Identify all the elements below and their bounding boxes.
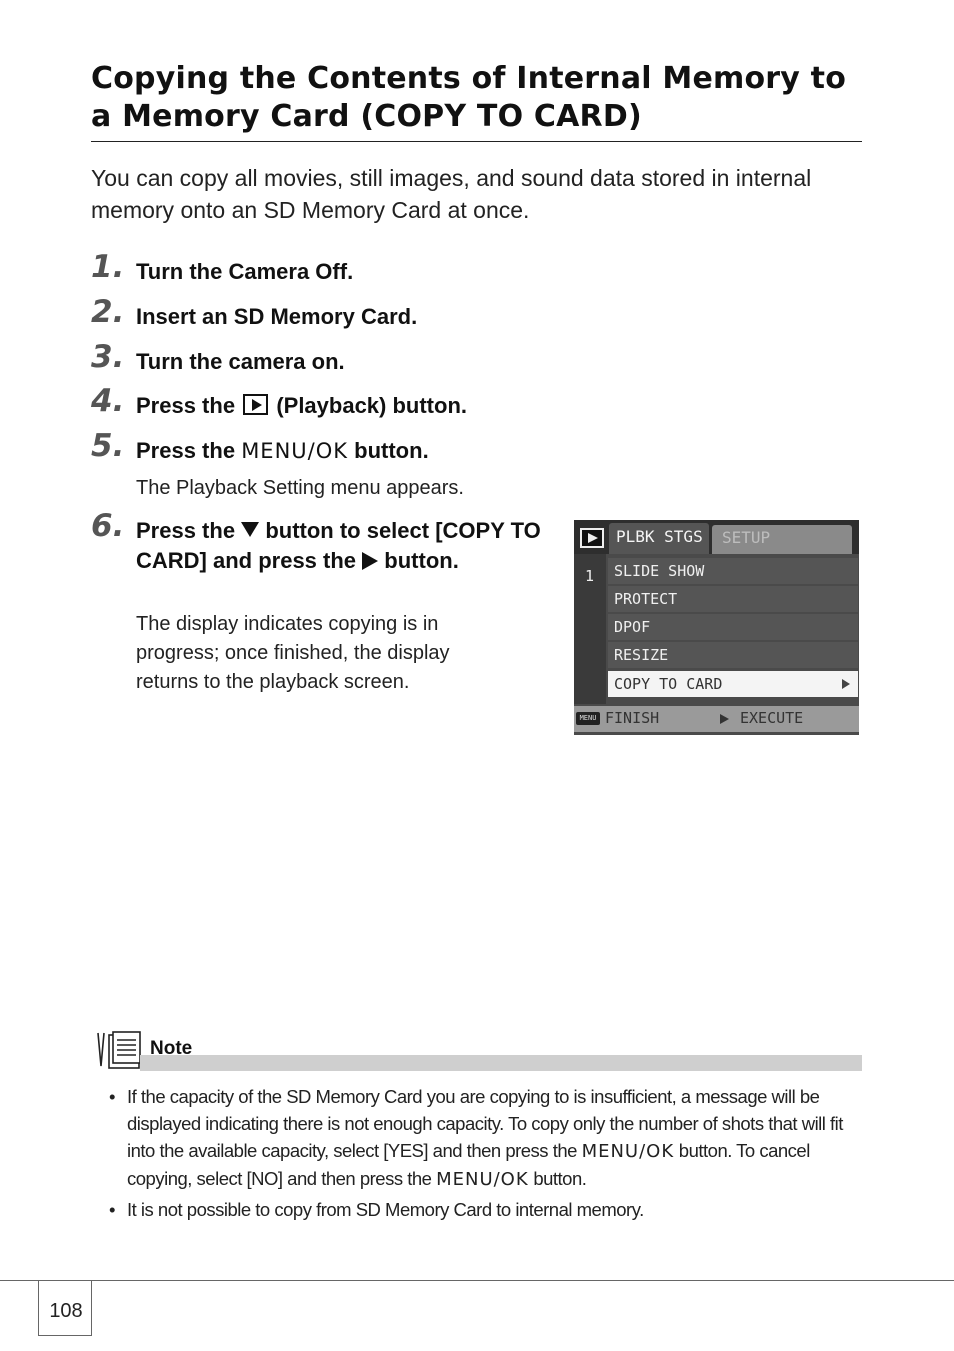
step-text-part: Press the <box>136 438 236 463</box>
step-text-part: button. <box>384 548 459 573</box>
step-text-part: Press the <box>136 393 236 418</box>
right-arrow-icon <box>362 552 378 570</box>
step-text: Insert an SD Memory Card. <box>136 304 418 329</box>
screen-tab-setup: SETUP <box>722 528 771 547</box>
screen-menu-item-label: SLIDE SHOW <box>614 562 705 580</box>
footer-divider <box>0 1280 954 1281</box>
menu-ok-button-label: MENU/OK <box>241 439 349 463</box>
right-arrow-icon <box>842 679 850 689</box>
screen-page-number: 1 <box>585 567 595 585</box>
note-icon <box>95 1030 143 1070</box>
page-number: 108 <box>49 1300 83 1322</box>
screen-menu-item <box>608 642 858 668</box>
note-item <box>109 1083 861 1193</box>
playback-icon <box>243 394 268 415</box>
right-arrow-icon <box>720 714 729 724</box>
step-6-note: The display indicates copying is in progress; once finished, the display returns to the playback screen. <box>136 613 450 693</box>
step-text <box>136 391 467 421</box>
menu-ok-button-label: MENU/OK <box>581 1141 675 1162</box>
screen-menu-item-label: PROTECT <box>614 590 678 608</box>
screen-menu-item <box>608 558 858 584</box>
intro-paragraph: You can copy all movies, still images, and sound data stored in internal memory onto an SD Memory Card at once. <box>91 165 812 223</box>
screen-footer-finish: FINISH <box>605 709 660 727</box>
note-header-bar <box>140 1055 862 1071</box>
note-text: button. To cancel copying, select [NO] and then press the <box>127 1140 810 1189</box>
down-arrow-icon <box>241 522 259 537</box>
step-text: Turn the camera on. <box>136 349 345 374</box>
menu-badge-icon: MENU <box>576 712 600 725</box>
page-number-box <box>38 1280 92 1336</box>
screen-menu-item-label: COPY TO CARD <box>614 675 723 693</box>
step-number: 6. <box>91 508 125 544</box>
camera-screen-image <box>574 520 859 735</box>
step-number: 1. <box>91 249 125 285</box>
note-item <box>109 1196 861 1223</box>
screen-footer-execute: EXECUTE <box>740 709 804 727</box>
step-6 <box>91 508 561 576</box>
step-number: 2. <box>91 294 125 330</box>
screen-menu-item <box>608 614 858 640</box>
note-text: It is not possible to copy from SD Memory Card to internal memory. <box>127 1199 644 1220</box>
note-text: button. <box>533 1168 587 1189</box>
screen-menu-item-selected <box>608 671 858 697</box>
screen-menu-item-label: RESIZE <box>614 646 669 664</box>
note-list <box>109 1083 861 1226</box>
step-text-part: Press the <box>136 518 236 543</box>
note-heading: Note <box>150 1038 193 1059</box>
step-text: Turn the Camera Off. <box>136 259 354 284</box>
step-number: 4. <box>91 383 125 419</box>
screen-menu-item <box>608 586 858 612</box>
menu-ok-button-label: MENU/OK <box>436 1169 529 1190</box>
step-text <box>136 436 429 466</box>
page-title: Copying the Contents of Internal Memory to a Memory Card (COPY TO CARD) <box>91 61 847 134</box>
step-text <box>136 516 561 576</box>
note-text: If the capacity of the SD Memory Card you are copying to is insufficient, a message will be displayed indicating there is not enough capacity. To copy only the number of shots that will fit into the available capacity, select [YES] and then press the <box>127 1086 843 1161</box>
step-number: 5. <box>91 428 125 464</box>
step-5-note: The Playback Setting menu appears. <box>136 477 464 499</box>
screen-tab-plbk-stgs: PLBK STGS <box>616 527 703 546</box>
playback-icon <box>580 528 604 548</box>
screen-menu-item-label: DPOF <box>614 618 651 636</box>
step-text-part: (Playback) button. <box>276 393 467 418</box>
step-number: 3. <box>91 339 125 375</box>
title-divider <box>91 141 862 142</box>
step-text-part: button. <box>354 438 429 463</box>
step-text-part: button to select [COPY TO CARD] and press the <box>136 518 541 573</box>
